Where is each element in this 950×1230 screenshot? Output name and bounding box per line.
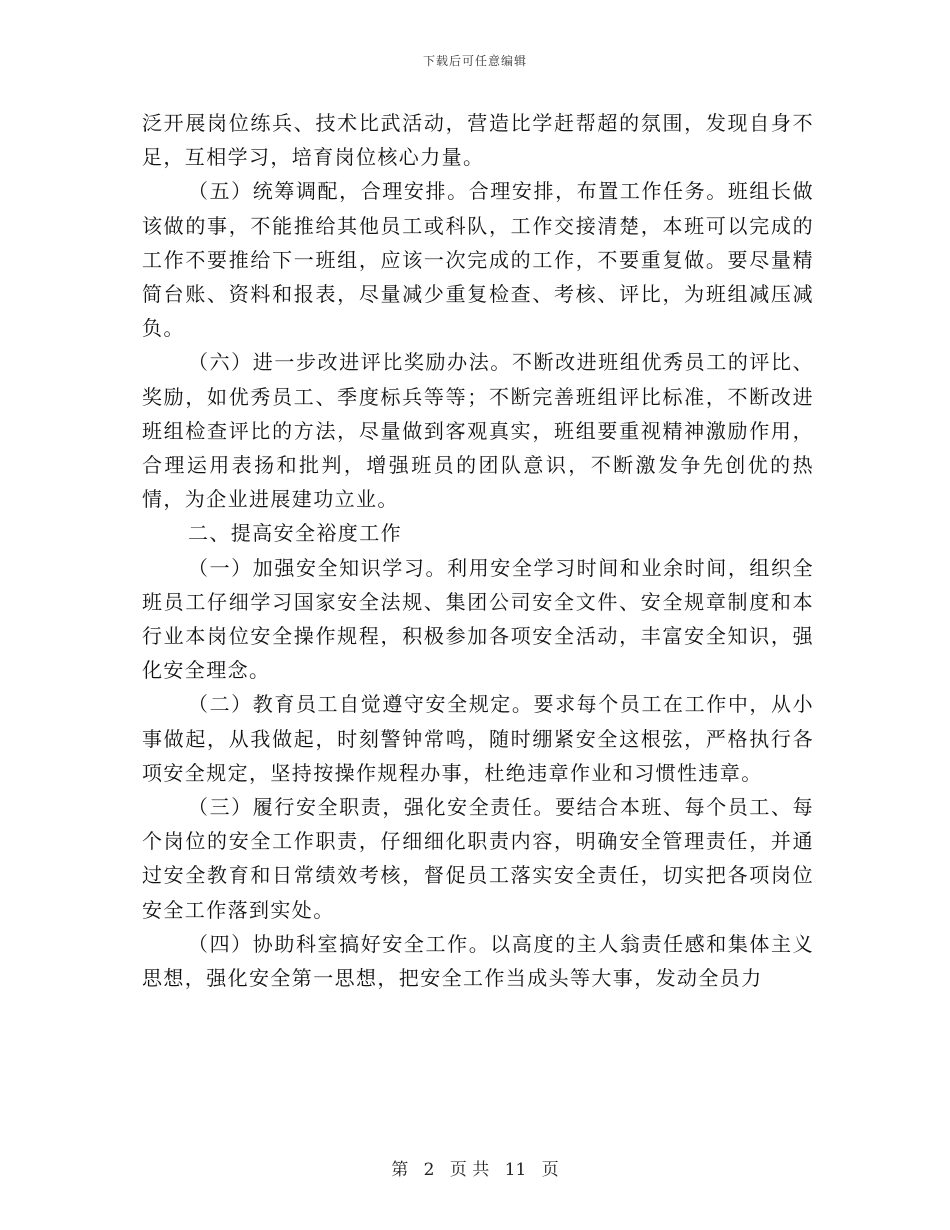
document-body <box>142 106 814 995</box>
paragraph-safety-3: （三）履行安全职责，强化安全责任。要结合本班、每个员工、每个岗位的安全工作职责，仔细细化职责内容，明确安全管理责任，并通过安全教育和日常绩效考核，督促员工落实安全责任，切实把各项岗位安全工作落到实处。 <box>142 795 814 922</box>
paragraph-continuation: 泛开展岗位练兵、技术比武活动，营造比学赶帮超的氛围，发现自身不足，互相学习，培育岗位核心力量。 <box>142 111 814 170</box>
current-page-number: 2 <box>423 1160 435 1180</box>
paragraph-safety-4: （四）协助科室搞好安全工作。以高度的主人翁责任感和集体主义思想，强化安全第一思想，把安全工作当成头等大事，发动全员力 <box>142 931 814 991</box>
paragraph-safety-2: （二）教育员工自觉遵守安全规定。要求每个员工在工作中，从小事做起，从我做起，时刻警钟常鸣，随时绷紧安全这根弦，严格执行各项安全规定，坚持按操作规程办事，杜绝违章作业和习惯性违章。 <box>142 692 814 785</box>
page-header: 下载后可任意编辑 <box>422 54 527 68</box>
paragraph-item-6: （六）进一步改进评比奖励办法。不断改进班组优秀员工的评比、奖励，如优秀员工、季度标兵等等；不断完善班组评比标准，不断改进班组检查评比的方法，尽量做到客观真实，班组要重视精神激励作用，合理运用表扬和批判，增强班员的团队意识，不断激发争先创优的热情，为企业进展建功立业。 <box>142 350 814 512</box>
total-pages: 11 <box>504 1160 527 1180</box>
footer-prefix: 第 <box>391 1160 409 1180</box>
paragraph-item-5: （五）统筹调配，合理安排。合理安排，布置工作任务。班组长做该做的事，不能推给其他员工或科队，工作交接清楚，本班可以完成的工作不要推给下一班组，应该一次完成的工作，不要重复做。要尽量精简台账、资料和报表，尽量减少重复检查、考核、评比，为班组减压减负。 <box>142 179 814 341</box>
section-heading: 二、提高安全裕度工作 <box>188 521 402 546</box>
page-footer <box>0 1155 950 1180</box>
footer-middle: 页 共 <box>449 1160 490 1180</box>
paragraph-safety-1: （一）加强安全知识学习。利用安全学习时间和业余时间，组织全班员工仔细学习国家安全法规、集团公司安全文件、安全规章制度和本行业本岗位安全操作规程，积极参加各项安全活动，丰富安全知识，强化安全理念。 <box>142 555 814 683</box>
footer-suffix: 页 <box>541 1160 559 1180</box>
